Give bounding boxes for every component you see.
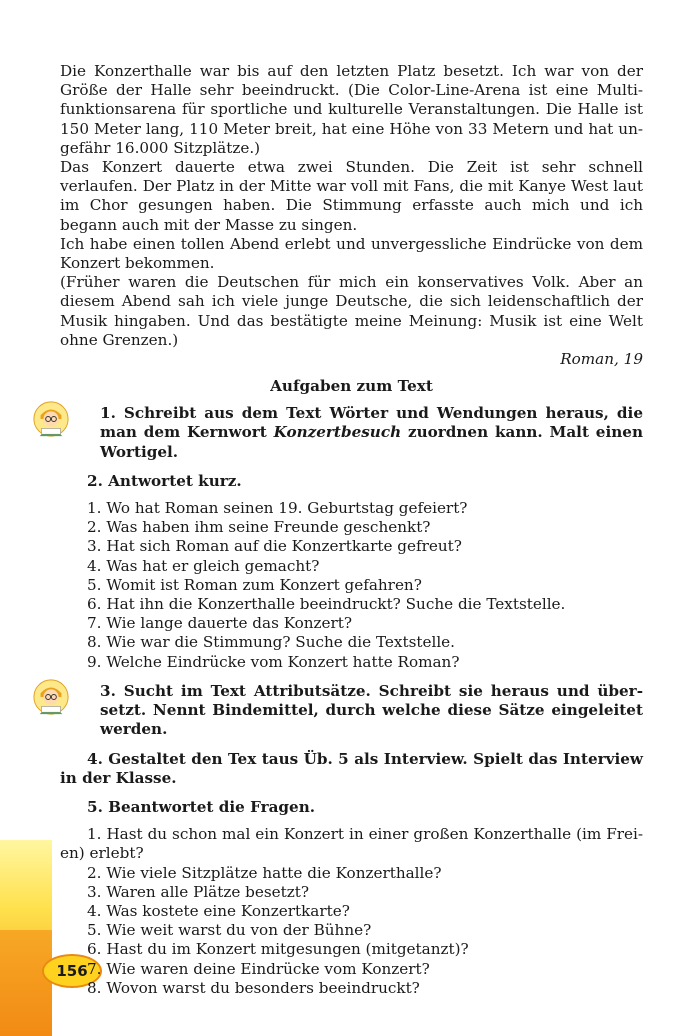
list-item: 5. Wie weit warst du von der Bühne? <box>87 921 372 940</box>
list-item: 6. Hat ihn die Konzerthalle beeindruckt? Suche die Textstelle. <box>87 595 566 614</box>
paragraph-3: Ich habe einen tollen Abend erlebt und unvergessliche Eindrücke von dem Konzert bekommen. <box>60 234 643 273</box>
student-writing-icon <box>32 400 70 438</box>
author-signature: Roman, 19 <box>560 350 643 369</box>
list-item: 8. Wie war die Stimmung? Suche die Textstelle. <box>87 633 455 652</box>
student-writing-icon <box>32 678 70 716</box>
list-item: 1. Wo hat Roman seinen 19. Geburtstag gefeiert? <box>87 499 468 518</box>
task-4 <box>60 750 643 788</box>
task-1 <box>60 404 643 462</box>
paragraph-2: Das Konzert dauerte etwa zwei Stunden. Die Zeit ist sehr schnell verlaufen. Der Platz in der Mitte war voll mit Fans, die mit Kanye West laut im Chor gesungen haben. Die Stimmung erfasste auch mich und ich begann auch mit der Masse zu singen. <box>60 158 643 234</box>
task-1-text-end: zuordnen kann. Malt einen Wortigel. <box>100 423 643 461</box>
task-5-question-list <box>60 825 643 998</box>
list-item: 7. Wie waren deine Eindrücke vom Konzert? <box>87 959 430 978</box>
list-item: 2. Was haben ihm seine Freunde geschenkt? <box>87 518 431 537</box>
task-2-question-list <box>60 499 643 672</box>
paragraph-1: Die Konzerthalle war bis auf den letzten Platz besetzt. Ich war von der Größe der Halle sehr beeindruckt. (Die Color-Line-Arena ist eine Multifunktionsarena für sportliche und kulturelle Veranstaltungen. Die Halle ist 150 Meter lang, 110 Meter breit, hat eine Höhe von 33 Metern und hat ungefähr 16.000 Sitzplätze.) <box>60 62 643 157</box>
list-item: 9. Welche Eindrücke vom Konzert hatte Roman? <box>87 652 460 671</box>
task-1-title <box>60 404 643 462</box>
page-number: 156 <box>42 954 102 988</box>
task-3 <box>60 682 643 740</box>
list-item: 3. Waren alle Plätze besetzt? <box>87 882 309 901</box>
list-item: 1. Hast du schon mal ein Konzert in einer großen Konzerthalle (im Freien) erlebt? <box>60 825 643 863</box>
task-2-title: 2. Antwortet kurz. <box>87 471 242 490</box>
list-item: 3. Hat sich Roman auf die Konzertkarte gefreut? <box>87 537 462 556</box>
list-item: 4. Was hat er gleich gemacht? <box>87 556 320 575</box>
task-5 <box>60 798 643 998</box>
section-title: Aufgaben zum Text <box>270 377 433 396</box>
list-item: 6. Hast du im Konzert mitgesungen (mitgetanzt)? <box>87 940 469 959</box>
list-item: 4. Was kostete eine Konzertkarte? <box>87 901 350 920</box>
list-item: 2. Wie viele Sitzplätze hatte die Konzerthalle? <box>87 863 442 882</box>
list-item: 7. Wie lange dauerte das Konzert? <box>87 614 353 633</box>
page-content <box>60 62 643 998</box>
task-1-text-start: 1. Schreibt aus dem Text Wörter und Wendungen heraus, die man dem Kernwort <box>100 404 643 442</box>
task-1-keyword: Konzertbesuch <box>273 423 402 442</box>
task-5-title: 5. Beantwortet die Fragen. <box>87 797 316 816</box>
list-item: 8. Wovon warst du besonders beeindruckt? <box>87 978 420 997</box>
task-3-title: 3. Sucht im Text Attributsätze. Schreibt sie heraus und übersetzt. Nennt Bindemittel, durch welche diese Sätze eingeleitet werden. <box>100 681 643 739</box>
task-4-title: 4. Gestaltet den Tex taus Üb. 5 als Interview. Spielt das Interview in der Klasse. <box>60 749 643 787</box>
task-2 <box>60 472 643 672</box>
paragraph-4: (Früher waren die Deutschen für mich ein konservatives Volk. Aber an diesem Abend sah ich viele junge Deutsche, die sich leidenschaftlich der Musik hingaben. Und das bestätigte meine Meinung: Musik ist eine Welt ohne Grenzen.) <box>60 273 643 349</box>
page-margin-decoration-lower <box>0 930 52 1036</box>
list-item: 5. Womit ist Roman zum Konzert gefahren? <box>87 575 422 594</box>
